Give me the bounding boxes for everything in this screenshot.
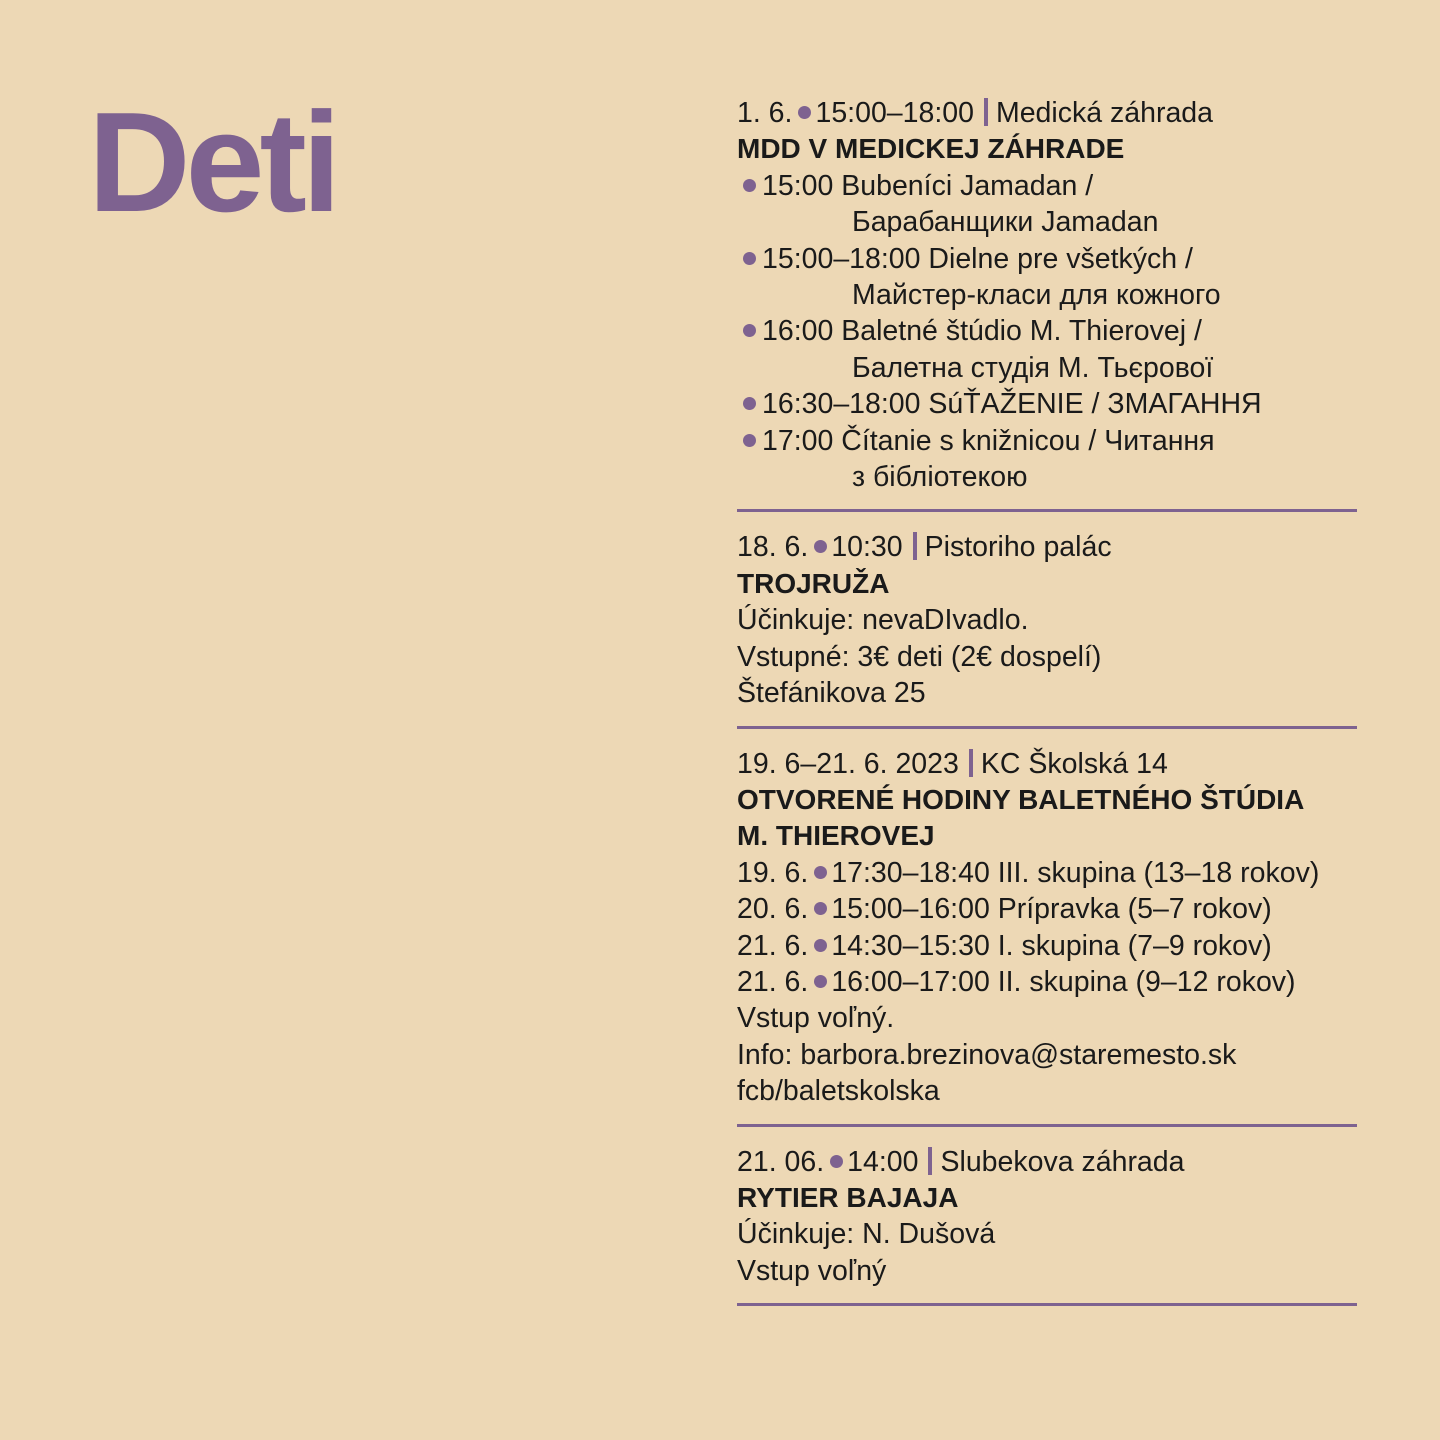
event-performer: Účinkuje: N. Dušová — [737, 1218, 996, 1251]
event-title: OTVORENÉ HODINY BALETNÉHO ŠTÚDIA — [737, 783, 1305, 815]
event-date: 21. 06. — [737, 1145, 825, 1178]
event-header — [737, 746, 1357, 782]
event-admission: Vstup voľný. — [737, 1002, 895, 1035]
event-time: 10:30 — [831, 531, 903, 564]
event-address: Štefánikova 25 — [737, 677, 926, 710]
event-ballet — [737, 746, 1357, 1127]
event-title: TROJRUŽA — [737, 567, 890, 599]
event-place: Pistoriho palác — [924, 531, 1112, 564]
schedule-date: 21. 6. — [737, 965, 809, 998]
dot-icon — [798, 106, 811, 119]
page-title: Deti — [88, 83, 337, 242]
schedule-row — [737, 964, 1357, 1000]
schedule-text: 15:00–16:00 Prípravka (5–7 rokov) — [831, 893, 1272, 926]
program-item-translation: Балетна студія М. Тьєрової — [852, 351, 1214, 384]
dot-icon — [814, 975, 827, 988]
bullet-icon — [743, 324, 756, 337]
separator-bar — [984, 98, 988, 126]
program-item: 15:00 Bubeníci Jamadan / — [737, 168, 1357, 204]
dot-icon — [814, 866, 827, 879]
event-date: 1. 6. — [737, 97, 793, 129]
bullet-icon — [743, 397, 756, 410]
event-admission: Vstupné: 3€ deti (2€ dospelí) — [737, 640, 1102, 673]
schedule-date: 20. 6. — [737, 893, 809, 926]
event-performer: Účinkuje: nevaDIvadlo. — [737, 604, 1029, 637]
schedule-row — [737, 855, 1357, 891]
event-date: 18. 6. — [737, 531, 809, 564]
schedule-date: 21. 6. — [737, 929, 809, 962]
schedule-text: 16:00–17:00 II. skupina (9–12 rokov) — [831, 965, 1296, 998]
bullet-icon — [743, 434, 756, 447]
dot-icon — [814, 939, 827, 952]
schedule-row — [737, 891, 1357, 927]
program-item: 17:00 Čítanie s knižnicou / Читання — [737, 423, 1357, 459]
event-date: 19. 6–21. 6. 2023 — [737, 747, 959, 780]
event-place: KC Školská 14 — [980, 747, 1168, 780]
program-item-translation: Майстер-класи для кожного — [852, 279, 1221, 312]
event-admission: Vstup voľný — [737, 1254, 887, 1287]
event-social: fcb/baletskolska — [737, 1075, 940, 1108]
event-title: MDD V MEDICKEJ ZÁHRADE — [737, 133, 1125, 165]
dot-icon — [814, 540, 827, 553]
event-time: 14:00 — [847, 1145, 919, 1178]
bullet-icon — [743, 252, 756, 265]
program-item: 16:30–18:00 SúŤAŽENIE / ЗМАГАННЯ — [737, 386, 1357, 422]
event-info: Info: barbora.brezinova@staremesto.sk — [737, 1038, 1237, 1071]
event-trojruza — [737, 529, 1357, 728]
separator-bar — [913, 532, 917, 560]
schedule-row — [737, 928, 1357, 964]
event-header — [737, 95, 1357, 131]
separator-bar — [969, 749, 973, 777]
bullet-icon — [743, 179, 756, 192]
schedule-date: 19. 6. — [737, 856, 809, 889]
event-place: Medická záhrada — [995, 97, 1214, 129]
schedule-text: 14:30–15:30 I. skupina (7–9 rokov) — [831, 929, 1272, 962]
dot-icon — [830, 1155, 843, 1168]
event-time: 15:00–18:00 — [815, 97, 974, 129]
schedule-text: 17:30–18:40 III. skupina (13–18 rokov) — [831, 856, 1320, 889]
event-mdd — [737, 95, 1357, 512]
event-header — [737, 529, 1357, 565]
separator-bar — [928, 1147, 932, 1175]
event-header — [737, 1144, 1357, 1180]
dot-icon — [814, 902, 827, 915]
program-item: 15:00–18:00 Dielne pre všetkých / — [737, 241, 1357, 277]
event-place: Slubekova záhrada — [940, 1145, 1185, 1178]
program-item: 16:00 Baletné štúdio M. Thierovej / — [737, 313, 1357, 349]
event-rytier-bajaja — [737, 1144, 1357, 1307]
program-item-translation: з бібліотекою — [852, 461, 1028, 494]
program-item-translation: Барабанщики Jamadan — [852, 206, 1159, 239]
event-list — [737, 95, 1357, 1323]
event-title: RYTIER BAJAJA — [737, 1181, 959, 1213]
event-title: M. THIEROVEJ — [737, 820, 935, 852]
